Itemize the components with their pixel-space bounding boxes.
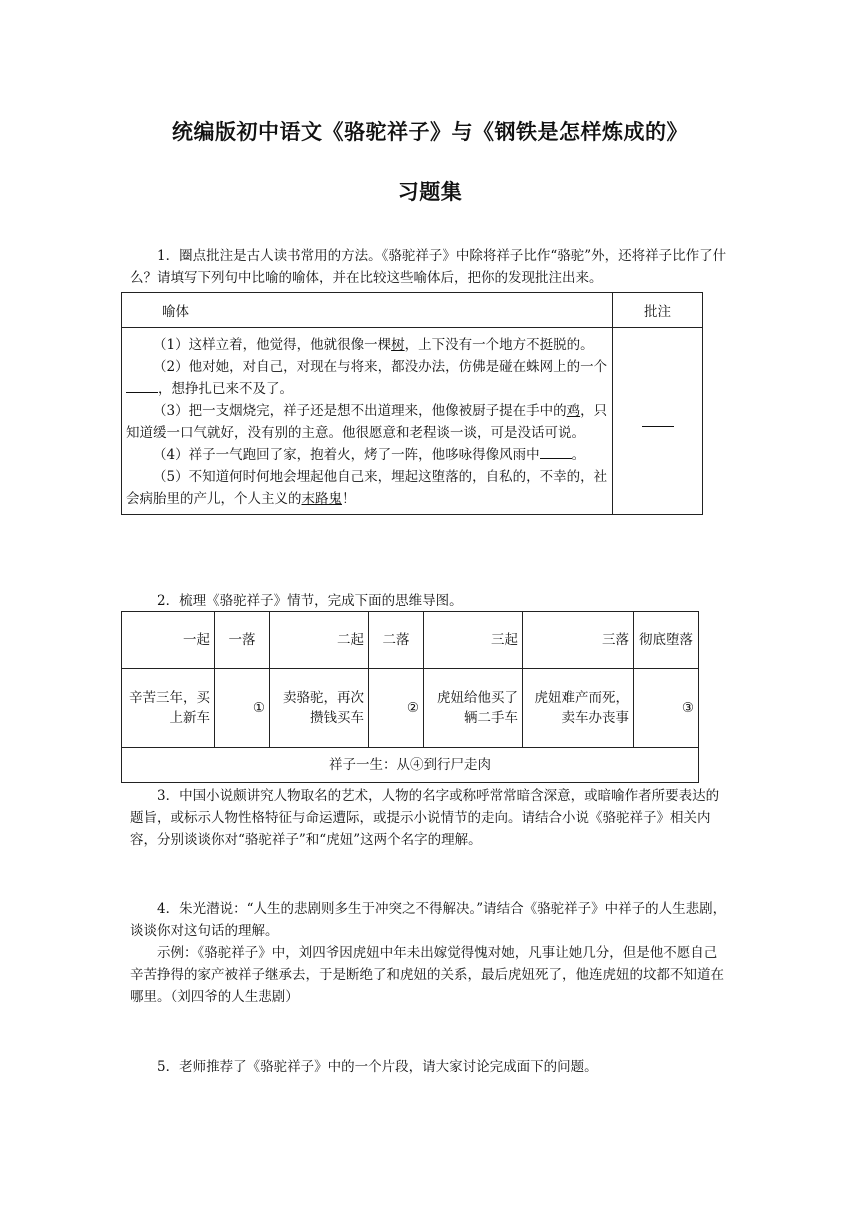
cell-fall-3: 虎妞难产而死，卖车办丧事 [523, 669, 634, 748]
summary-row: 祥子一生：从④到行尸走肉 [122, 748, 699, 783]
sentence-5: （5）不知道何时何地会埋起他自己来，埋起这堕落的，自私的，不幸的，社会病胎里的产儿，个人主义的末路鬼！ [126, 469, 608, 507]
answer-blank[interactable] [540, 444, 572, 459]
question-5-text: 5．老师推荐了《骆驼祥子》中的一个片段，请大家讨论完成面下的问题。 [157, 1059, 598, 1075]
question-4-text: 4．朱光潜说：“人生的悲剧则多生于冲突之不得解决。”请结合《骆驼祥子》中祥子的人生悲剧，谈谈你对这句话的理解。 [130, 901, 727, 939]
annotation-blank[interactable] [642, 412, 674, 427]
question-1-text: 1．圈点批注是古人读书常用的方法。《骆驼祥子》中除将祥子比作“骆驼”外，还将祥子比作了什么？请填写下列句中比喻的喻体，并在比较这些喻体后，把你的发现批注出来。 [130, 248, 727, 286]
cell-fall-1-blank[interactable]: ① [215, 669, 270, 748]
sentence-2: （2）他对她，对自己，对现在与将来，都没办法，仿佛是碰在蛛网上的一个，想挣扎已来不及了。 [126, 356, 610, 400]
cell-fall-2-blank[interactable]: ② [369, 669, 424, 748]
cell-final-fall-blank[interactable]: ③ [634, 669, 699, 748]
sentence-1: （1）这样立着，他觉得，他就很像一棵树，上下没有一个地方不挺脱的。 [153, 337, 594, 353]
cell-rise-1: 辛苦三年，买上新车 [122, 669, 215, 748]
question-2-text: 2．梳理《骆驼祥子》情节，完成下面的思维导图。 [157, 593, 463, 609]
header-rise-2: 二起 [270, 612, 369, 669]
cell-rise-2: 卖骆驼，再次攒钱买车 [270, 669, 369, 748]
annotation-cell[interactable] [613, 328, 703, 515]
question-4-example: 示例：《骆驼祥子》中，刘四爷因虎妞中年未出嫁觉得愧对她，凡事让她几分，但是他不愿自己辛苦挣得的家产被祥子继承去，于是断绝了和虎妞的关系，最后虎妞死了，他连虎妞的坟都不知道在哪里。（刘四爷的人生悲剧） [130, 945, 724, 1005]
header-fall-3: 三落 [523, 612, 634, 669]
metaphor-table [121, 292, 703, 515]
document-title-line1: 统编版初中语文《骆驼祥子》与《钢铁是怎样炼成的》 [172, 120, 688, 144]
header-rise-3: 三起 [424, 612, 523, 669]
plot-mindmap-table [121, 611, 699, 783]
sentence-4: （4）祥子一气跑回了家，抱着火，烤了一阵，他哆咏得像风雨中 。 [126, 444, 610, 466]
header-fall-2: 二落 [369, 612, 424, 669]
metaphor-sentences [122, 328, 613, 515]
header-fall-1: 一落 [215, 612, 270, 669]
answer-blank[interactable] [126, 378, 158, 393]
header-annotation: 批注 [613, 293, 703, 328]
header-vehicle: 喻体 [122, 293, 613, 328]
question-3-text: 3．中国小说颇讲究人物取名的艺术，人物的名字或称呼常常暗含深意，或暗喻作者所要表达的题旨，或标示人物性格特征与命运遭际，或提示小说情节的走向。请结合小说《骆驼祥子》相关内容，分别谈谈你对“骆驼祥子”和“虎妞”这两个名字的理解。 [130, 788, 720, 848]
header-rise-1: 一起 [122, 612, 215, 669]
header-final-fall: 彻底堕落 [634, 612, 699, 669]
document-title-line2: 习题集 [397, 180, 463, 204]
sentence-3: （3）把一支烟烧完，祥子还是想不出道理来，他像被厨子提在手中的鸡，只知道缓一口气就好，没有别的主意。他很愿意和老程谈一谈，可是没话可说。 [126, 403, 608, 441]
cell-rise-3: 虎妞给他买了辆二手车 [424, 669, 523, 748]
